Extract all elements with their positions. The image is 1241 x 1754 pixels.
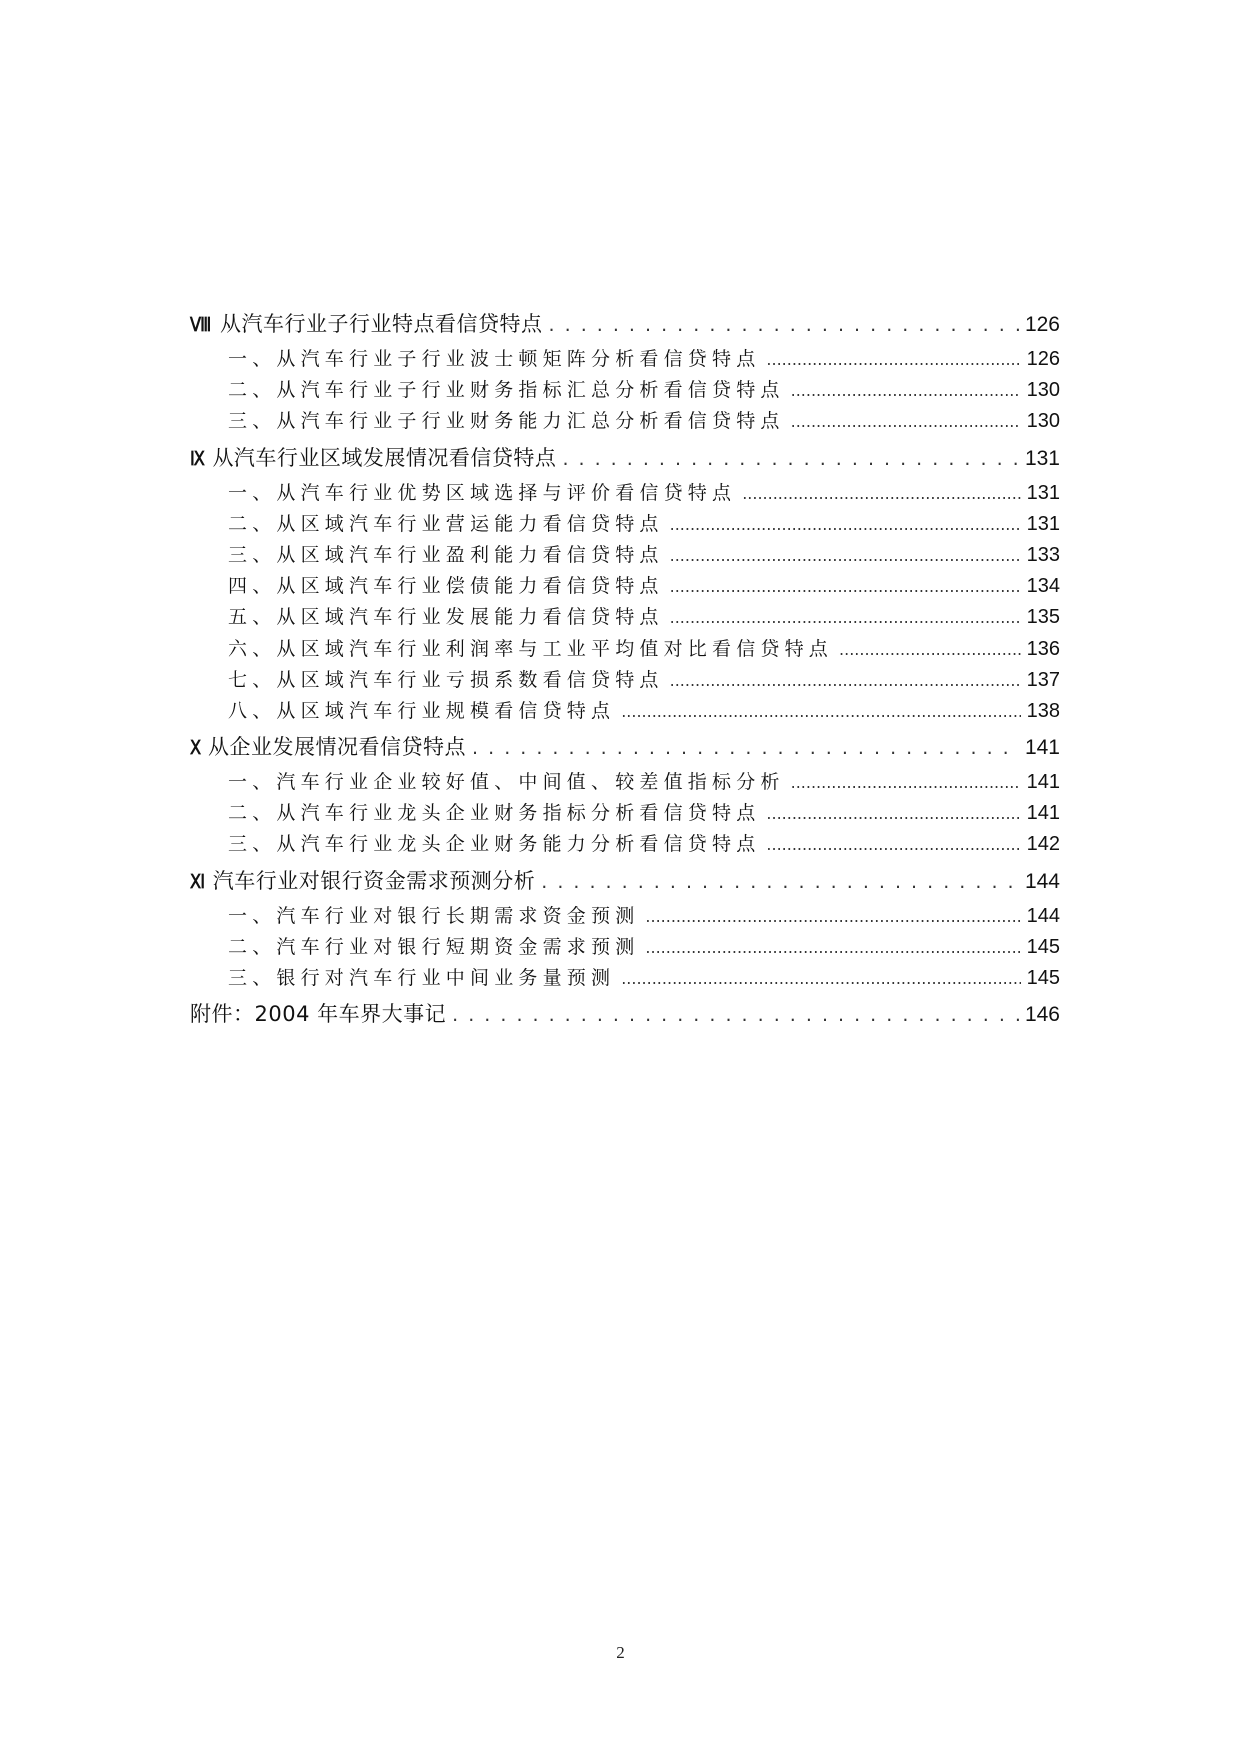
- toc-chapter-number: Ⅺ: [190, 871, 205, 893]
- toc-page-number: 141: [1026, 771, 1060, 794]
- toc-chapter-number: Ⅸ: [190, 448, 204, 470]
- toc-page-number: 126: [1024, 313, 1060, 336]
- toc-page-number: 142: [1026, 833, 1060, 856]
- toc-entry-title: 一、汽车行业企业较好值、中间值、较差值指标分析: [228, 771, 785, 794]
- toc-page-number: 138: [1026, 699, 1060, 722]
- toc-page-number: 130: [1026, 410, 1060, 433]
- toc-leader-dots: [839, 634, 1021, 665]
- toc-page-number: 126: [1026, 348, 1060, 370]
- toc-entry[interactable]: [190, 602, 1060, 633]
- toc-leader-dots: [670, 571, 1021, 602]
- toc-entry-title: 六、从区域汽车行业利润率与工业平均值对比看信贷特点: [228, 637, 834, 660]
- toc-leader-dots: [791, 406, 1021, 437]
- toc-page-number: 136: [1026, 637, 1060, 660]
- toc-entry-title: 五、从区域汽车行业发展能力看信贷特点: [228, 606, 664, 629]
- toc-entry-title: 四、从区域汽车行业偿债能力看信贷特点: [228, 575, 664, 598]
- toc-page-number: 141: [1024, 736, 1060, 760]
- toc-entry-title: 一、从汽车行业优势区域选择与评价看信贷特点: [228, 481, 737, 504]
- toc-entry[interactable]: [190, 509, 1060, 540]
- toc-page-number: 146: [1024, 1003, 1060, 1027]
- toc-leader-dots: [645, 932, 1020, 963]
- toc-entry[interactable]: [190, 375, 1060, 406]
- toc-page-number: 137: [1026, 668, 1060, 691]
- toc-leader-dots: [670, 602, 1021, 633]
- toc-entry[interactable]: [190, 406, 1060, 437]
- toc-leader-dots: [670, 665, 1021, 696]
- toc-leader-dots: [452, 994, 1019, 1035]
- toc-page-number: 135: [1026, 606, 1060, 629]
- page-number: 2: [616, 1643, 625, 1662]
- toc-leader-dots: [549, 304, 1019, 345]
- toc-page-number: 131: [1026, 481, 1060, 504]
- toc-page-number: 141: [1026, 802, 1060, 825]
- toc-leader-dots: [472, 727, 1019, 768]
- toc-entry-title: 二、从区域汽车行业营运能力看信贷特点: [228, 512, 664, 535]
- toc-leader-dots: [621, 696, 1020, 727]
- toc-entry-title: 汽车行业对银行资金需求预测分析: [212, 868, 536, 893]
- toc-leader-dots: [791, 767, 1021, 798]
- toc-entry[interactable]: [190, 767, 1060, 798]
- toc-entry-title: 二、从汽车行业子行业财务指标汇总分析看信贷特点: [228, 379, 785, 402]
- toc-leader-dots: [562, 438, 1019, 479]
- toc-entry[interactable]: [190, 304, 1060, 344]
- toc-entry[interactable]: [190, 571, 1060, 602]
- toc-entry-title: 三、从区域汽车行业盈利能力看信贷特点: [228, 543, 664, 566]
- toc-entry[interactable]: [190, 994, 1060, 1034]
- toc-entry-title: 从企业发展情况看信贷特点: [208, 735, 467, 760]
- toc-entry-title: 二、从汽车行业龙头企业财务指标分析看信贷特点: [228, 802, 761, 825]
- toc-entry[interactable]: [190, 634, 1060, 665]
- toc-entry[interactable]: [190, 727, 1060, 767]
- toc-entry[interactable]: [190, 665, 1060, 696]
- toc-entry-title: 二、汽车行业对银行短期资金需求预测: [228, 935, 640, 958]
- toc-leader-dots: [766, 344, 1020, 375]
- toc-entry-title: 三、从汽车行业龙头企业财务能力分析看信贷特点: [228, 833, 761, 856]
- table-of-contents: [190, 304, 1060, 1034]
- toc-page-number: 134: [1026, 575, 1060, 598]
- toc-entry-title: 从汽车行业子行业特点看信贷特点: [220, 312, 543, 336]
- toc-entry[interactable]: [190, 344, 1060, 375]
- toc-leader-dots: [766, 829, 1020, 860]
- toc-page-number: 145: [1026, 967, 1060, 989]
- toc-entry-title: 附件：2004 年车界大事记: [190, 1002, 447, 1027]
- toc-page-number: 130: [1026, 379, 1060, 402]
- toc-page-number: 133: [1026, 543, 1060, 566]
- toc-entry-title: 一、汽车行业对银行长期需求资金预测: [228, 904, 640, 927]
- toc-entry-title: 从汽车行业区域发展情况看信贷特点: [212, 445, 557, 470]
- toc-entry-title: 八、从区域汽车行业规模看信贷特点: [228, 699, 616, 722]
- toc-page-number: 144: [1024, 869, 1060, 893]
- toc-entry[interactable]: [190, 478, 1060, 509]
- toc-page-number: 145: [1026, 935, 1060, 958]
- toc-entry-title: 三、银行对汽车行业中间业务量预测: [228, 967, 616, 989]
- toc-leader-dots: [670, 540, 1021, 571]
- toc-entry[interactable]: [190, 798, 1060, 829]
- toc-chapter-number: Ⅷ: [190, 315, 211, 336]
- toc-entry[interactable]: [190, 829, 1060, 860]
- toc-leader-dots: [621, 963, 1020, 994]
- toc-page-number: 144: [1026, 904, 1060, 927]
- toc-entry[interactable]: [190, 438, 1060, 478]
- toc-leader-dots: [670, 509, 1021, 540]
- toc-page-number: 131: [1026, 512, 1060, 535]
- toc-entry-title: 七、从区域汽车行业亏损系数看信贷特点: [228, 668, 664, 691]
- toc-entry[interactable]: [190, 540, 1060, 571]
- toc-leader-dots: [766, 798, 1020, 829]
- toc-entry[interactable]: [190, 696, 1060, 727]
- toc-entry[interactable]: [190, 901, 1060, 932]
- toc-chapter-number: Ⅹ: [190, 738, 201, 760]
- toc-entry[interactable]: [190, 963, 1060, 994]
- toc-entry[interactable]: [190, 861, 1060, 901]
- toc-entry[interactable]: [190, 932, 1060, 963]
- toc-entry-title: 一、从汽车行业子行业波士顿矩阵分析看信贷特点: [228, 348, 761, 370]
- toc-page-number: 131: [1024, 446, 1060, 470]
- toc-leader-dots: [742, 478, 1020, 509]
- toc-entry-title: 三、从汽车行业子行业财务能力汇总分析看信贷特点: [228, 410, 785, 433]
- toc-leader-dots: [791, 375, 1021, 406]
- toc-leader-dots: [541, 861, 1019, 902]
- toc-leader-dots: [645, 901, 1020, 932]
